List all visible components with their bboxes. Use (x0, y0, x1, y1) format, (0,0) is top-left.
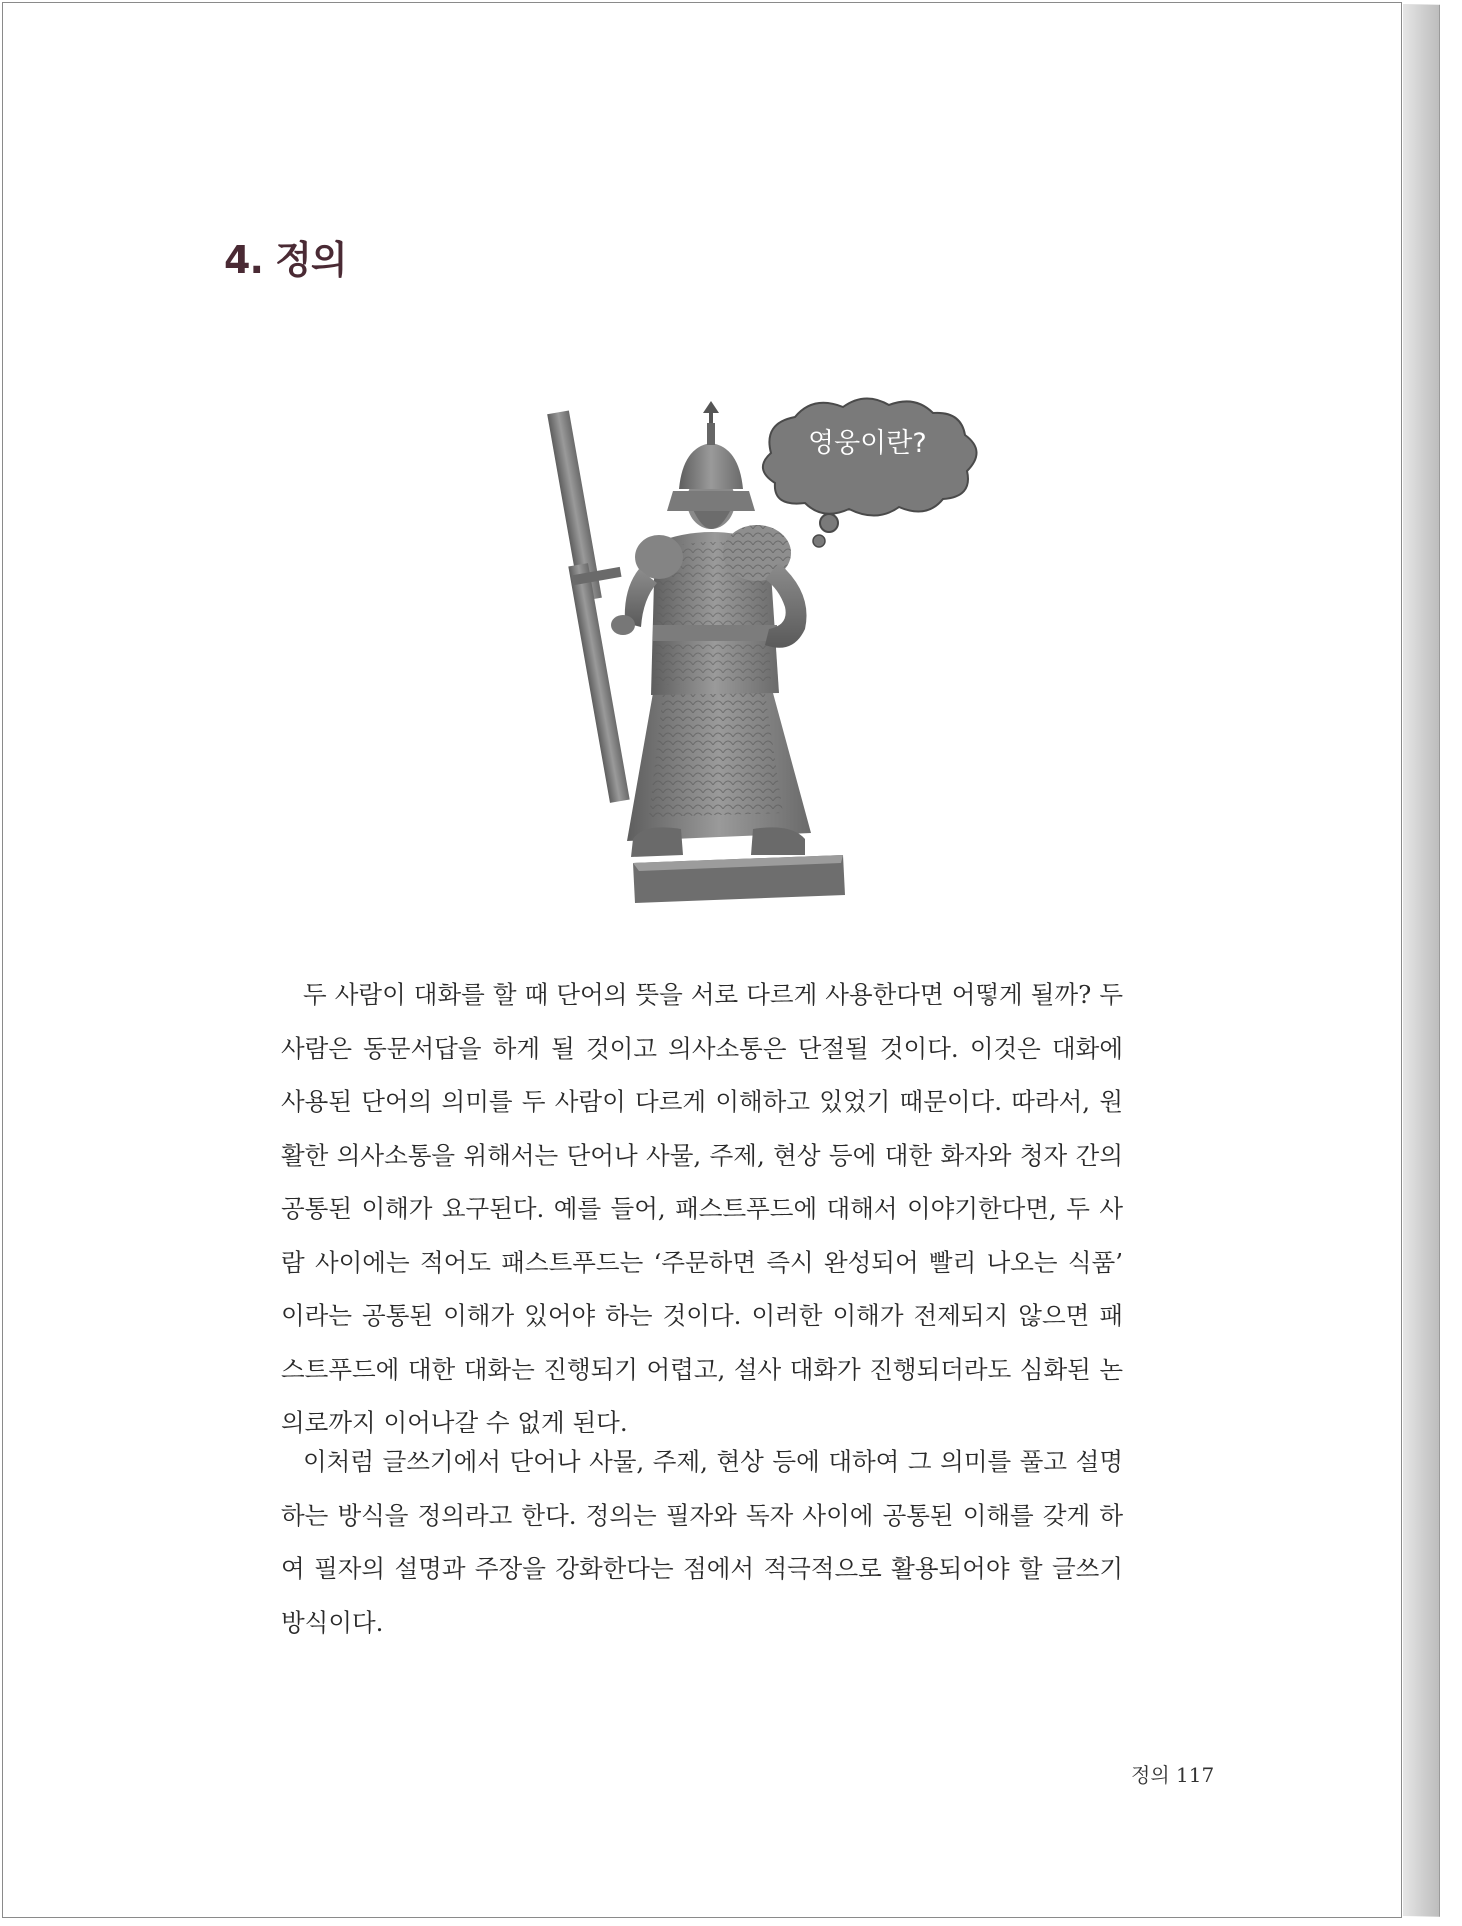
text-line: 사용된 단어의 의미를 두 사람이 다르게 이해하고 있었기 때문이다. 따라서, 원 (281, 1087, 1123, 1116)
text-line: 이라는 공통된 이해가 있어야 하는 것이다. 이러한 이해가 전제되지 않으면 패 (281, 1301, 1123, 1330)
bubble-text: 영웅이란? (808, 428, 927, 459)
book-page (2, 2, 1402, 1918)
text-line: 두 사람이 대화를 할 때 단어의 뜻을 서로 다르게 사용한다면 어떻게 될까? 두 (303, 980, 1123, 1009)
text-line: 활한 의사소통을 위해서는 단어나 사물, 주제, 현상 등에 대한 화자와 청자 간의 (281, 1140, 1123, 1170)
text-line: 하는 방식을 정의라고 한다. 정의는 필자와 독자 사이에 공통된 이해를 갖게 하 (281, 1500, 1123, 1530)
text-line: 사람은 동문서답을 하게 될 것이고 의사소통은 단절될 것이다. 이것은 대화에 (281, 1033, 1123, 1063)
text-line: 여 필자의 설명과 주장을 강화한다는 점에서 적극적으로 활용되어야 할 글쓰기 (281, 1554, 1123, 1583)
text-line: 이처럼 글쓰기에서 단어나 사물, 주제, 현상 등에 대하여 그 의미를 풀고 설명 (303, 1447, 1123, 1476)
text-line: 방식이다. (281, 1607, 384, 1637)
text-line: 스트푸드에 대한 대화는 진행되기 어렵고, 설사 대화가 진행되더라도 심화된 논 (281, 1354, 1123, 1384)
page-footer (1131, 1759, 1214, 1788)
text-line: 의로까지 이어나갈 수 없게 된다. (281, 1408, 628, 1437)
page-number: 117 (1176, 1763, 1215, 1787)
statue-illustration (543, 393, 1023, 913)
text-line: 람 사이에는 적어도 패스트푸드는 ‘주문하면 즉시 완성되어 빨리 나오는 식품’ (281, 1247, 1123, 1277)
paragraph-1 (281, 968, 1123, 1450)
section-heading: 4. 정의 (224, 238, 347, 282)
text-line: 공통된 이해가 요구된다. 예를 들어, 패스트푸드에 대해서 이야기한다면, 두 사 (281, 1194, 1123, 1223)
running-title: 정의 (1131, 1763, 1170, 1787)
page-edge (1403, 4, 1440, 1917)
paragraph-2 (281, 1435, 1123, 1649)
